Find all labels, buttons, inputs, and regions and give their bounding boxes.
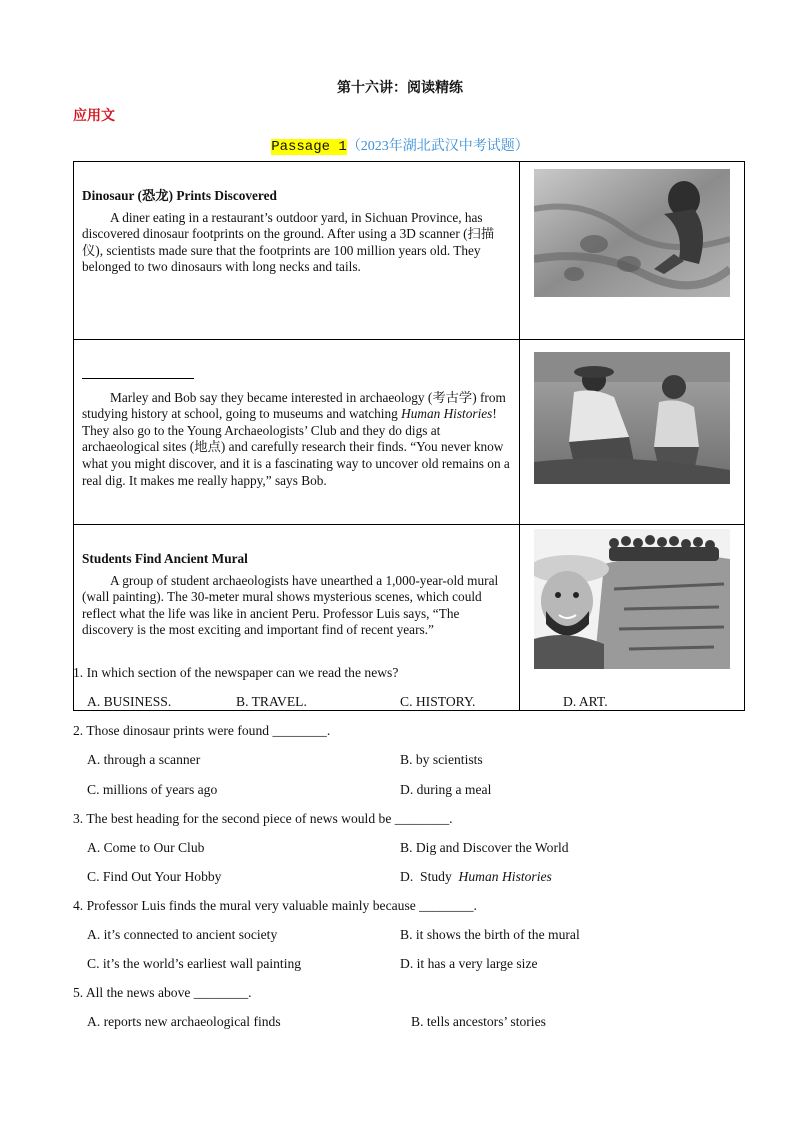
option-3b: B. Dig and Discover the World bbox=[400, 840, 569, 855]
mural-selfie-photo bbox=[534, 529, 730, 669]
question-stem-1: 1. In which section of the newspaper can we read the news? bbox=[73, 665, 399, 680]
option-2a: A. through a scanner bbox=[87, 752, 201, 767]
option-2c: C. millions of years ago bbox=[87, 782, 218, 797]
question-stem-5: 5. All the news above ________. bbox=[73, 985, 252, 1000]
photo-cell bbox=[520, 525, 745, 711]
option-2b: B. by scientists bbox=[400, 752, 483, 767]
passage-label: Passage 1 bbox=[271, 139, 347, 155]
news-body: Marley and Bob say they became interested in archaeology (考古学) from studying history at school, going to museums and watching Human Histories! They also go to the Young Archaeologists’ Club and they do digs at archaeological sites (地点) and carefully research their finds. “You never know what you might discover, and it is a fascinating way to uncover old remains on a real dig. It makes me really happy,” says Bob. bbox=[82, 389, 510, 488]
news-item-club bbox=[74, 340, 520, 525]
question-stem-2: 2. Those dinosaur prints were found ________. bbox=[73, 723, 331, 738]
option-3a: A. Come to Our Club bbox=[87, 840, 205, 855]
option-5a: A. reports new archaeological finds bbox=[87, 1014, 281, 1029]
option-3d: D. Study Human Histories bbox=[400, 869, 552, 884]
question-stem-3: 3. The best heading for the second piece of news would be ________. bbox=[73, 811, 453, 826]
dinosaur-footprint-photo bbox=[534, 169, 730, 297]
option-4a: A. it’s connected to ancient society bbox=[87, 927, 278, 942]
option-2d: D. during a meal bbox=[400, 782, 492, 797]
news-heading: Dinosaur (恐龙) Prints Discovered bbox=[82, 188, 277, 203]
passage-heading bbox=[0, 135, 800, 155]
option-1c: C. HISTORY. bbox=[400, 694, 476, 709]
option-5b: B. tells ancestors’ stories bbox=[411, 1014, 546, 1029]
option-3c: C. Find Out Your Hobby bbox=[87, 869, 222, 884]
section-label: 应用文 bbox=[73, 108, 115, 124]
news-table bbox=[73, 161, 745, 711]
news-item-dinosaur bbox=[74, 162, 520, 340]
option-4b: B. it shows the birth of the mural bbox=[400, 927, 580, 942]
option-1a: A. BUSINESS. bbox=[87, 694, 172, 709]
question-stem-4: 4. Professor Luis finds the mural very valuable mainly because ________. bbox=[73, 898, 477, 913]
passage-source: （2023年湖北武汉中考试题） bbox=[346, 139, 529, 154]
option-4d: D. it has a very large size bbox=[400, 956, 538, 971]
news-body: A diner eating in a restaurant’s outdoor yard, in Sichuan Province, has discovered dinosaur footprints on the ground. After using a 3D scanner (扫描仪), scientists made sure that the footprints are 100 million years old. They belonged to two dinosaurs with long necks and tails. bbox=[82, 209, 495, 275]
show-title: Human Histories bbox=[401, 406, 493, 422]
news-item-mural bbox=[74, 525, 520, 711]
missing-heading-blank bbox=[82, 366, 194, 379]
option-1d: D. ART. bbox=[563, 694, 608, 709]
photo-cell bbox=[520, 340, 745, 525]
archaeologists-dig-photo bbox=[534, 352, 730, 484]
option-4c: C. it’s the world’s earliest wall painting bbox=[87, 956, 302, 971]
photo-cell bbox=[520, 162, 745, 340]
news-heading: Students Find Ancient Mural bbox=[82, 551, 248, 566]
option-1b: B. TRAVEL. bbox=[236, 694, 307, 709]
news-body: A group of student archaeologists have unearthed a 1,000-year-old mural (wall painting). The 30-meter mural shows mysterious scenes, which could reflect what the life was like in ancient Peru. Professor Luis says, “The discovery is the most exciting and important find of recent years.” bbox=[82, 572, 499, 638]
lecture-title: 第十六讲：阅读精练 bbox=[337, 80, 463, 96]
